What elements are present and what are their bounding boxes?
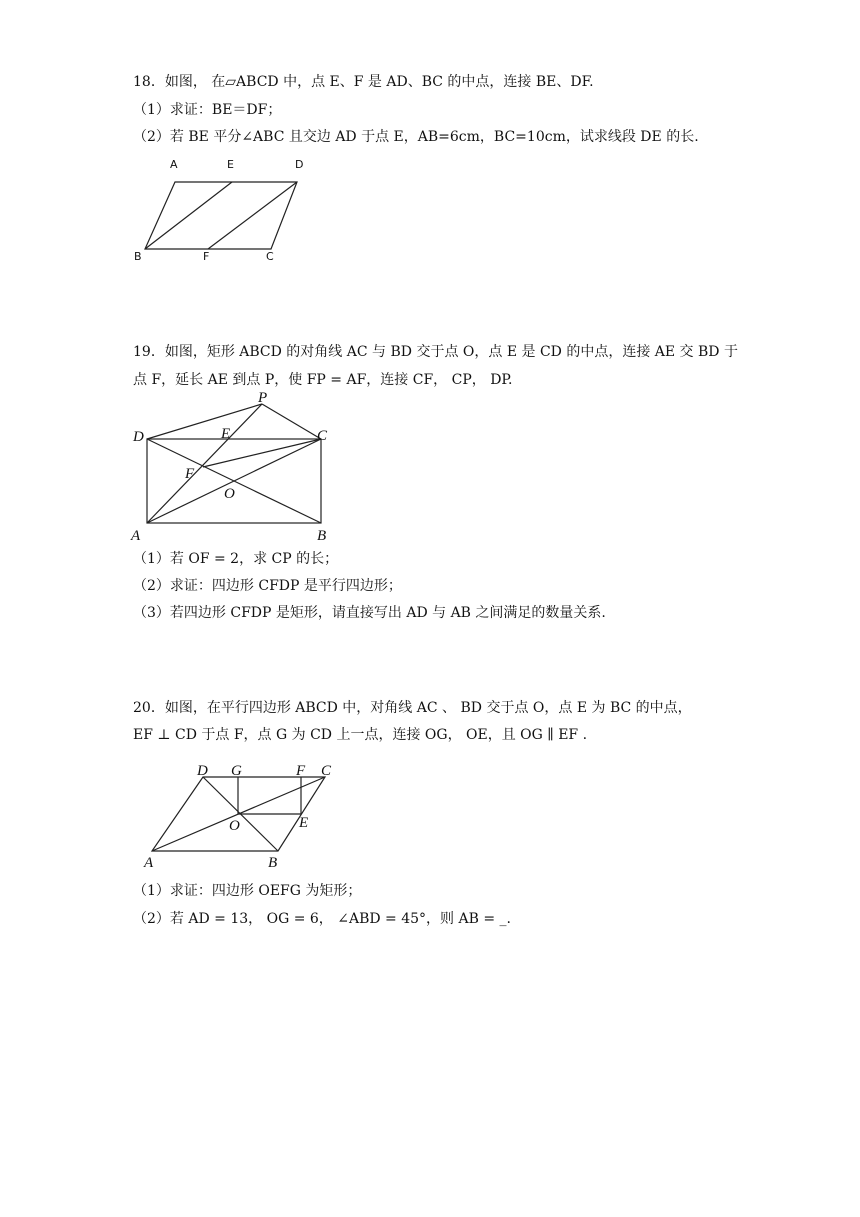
q19-label-b: B [317,528,327,544]
q19-segment-cp [262,404,321,439]
q20-label-g: G [231,763,242,779]
q19-label-a: A [131,528,141,544]
q20-label-b: B [268,855,278,871]
q18-title: 18．如图， 在▱ABCD 中，点 E、F 是 AD、BC 的中点，连接 BE、DF. [133,74,594,90]
q20-label-o: O [229,818,240,834]
q20-part1: （1）求证：四边形 OEFG 为矩形； [133,883,362,899]
q19-figure [125,392,345,547]
q18-segment-be [145,182,232,249]
q19-label-f: F [185,466,195,482]
q20-title-line2: EF ⊥ CD 于点 F，点 G 为 CD 上一点，连接 OG， OE，且 OG ∥ EF . [133,727,588,743]
q19-label-c: C [317,428,328,444]
q18-label-a: A [170,158,178,171]
q20-label-e: E [299,815,309,831]
q20-label-d: D [197,763,208,779]
q20-part2: （2）若 AD = 13， OG = 6， ∠ABD = 45°，则 AB = _. [133,911,511,927]
q18-label-e: E [227,158,234,171]
q18-label-d: D [295,158,304,171]
q18-label-f: F [203,250,210,263]
q20-label-f: F [296,763,306,779]
q18-part2: （2）若 BE 平分∠ABC 且交边 AD 于点 E，AB=6cm，BC=10cm，试求线段 DE 的长. [133,129,699,145]
q18-label-c: C [266,250,274,263]
q20-label-c: C [321,763,332,779]
q19-part3: （3）若四边形 CFDP 是矩形，请直接写出 AD 与 AB 之间满足的数量关系. [133,605,606,621]
q19-label-d: D [133,429,144,445]
q19-title-line1: 19．如图，矩形 ABCD 的对角线 AC 与 BD 交于点 O，点 E 是 CD 的中点，连接 AE 交 BD 于 [133,344,738,360]
q19-label-p: P [258,392,268,406]
q19-part1: （1）若 OF = 2，求 CP 的长； [133,551,339,567]
q18-part1: （1）求证：BE＝DF； [133,102,282,118]
q19-part2: （2）求证：四边形 CFDP 是平行四边形； [133,578,402,594]
q19-label-e: E [221,426,231,442]
q19-title-line2: 点 F，延长 AE 到点 P，使 FP = AF，连接 CF， CP， DP. [133,372,513,388]
q20-label-a: A [144,855,154,871]
q18-label-b: B [134,250,142,263]
q19-segment-cf [203,439,321,467]
q19-label-o: O [224,486,235,502]
q20-figure [135,755,365,875]
q18-figure [125,150,325,270]
q20-title-line1: 20．如图，在平行四边形 ABCD 中，对角线 AC 、 BD 交于点 O，点 E 为 BC 的中点， [133,700,692,716]
